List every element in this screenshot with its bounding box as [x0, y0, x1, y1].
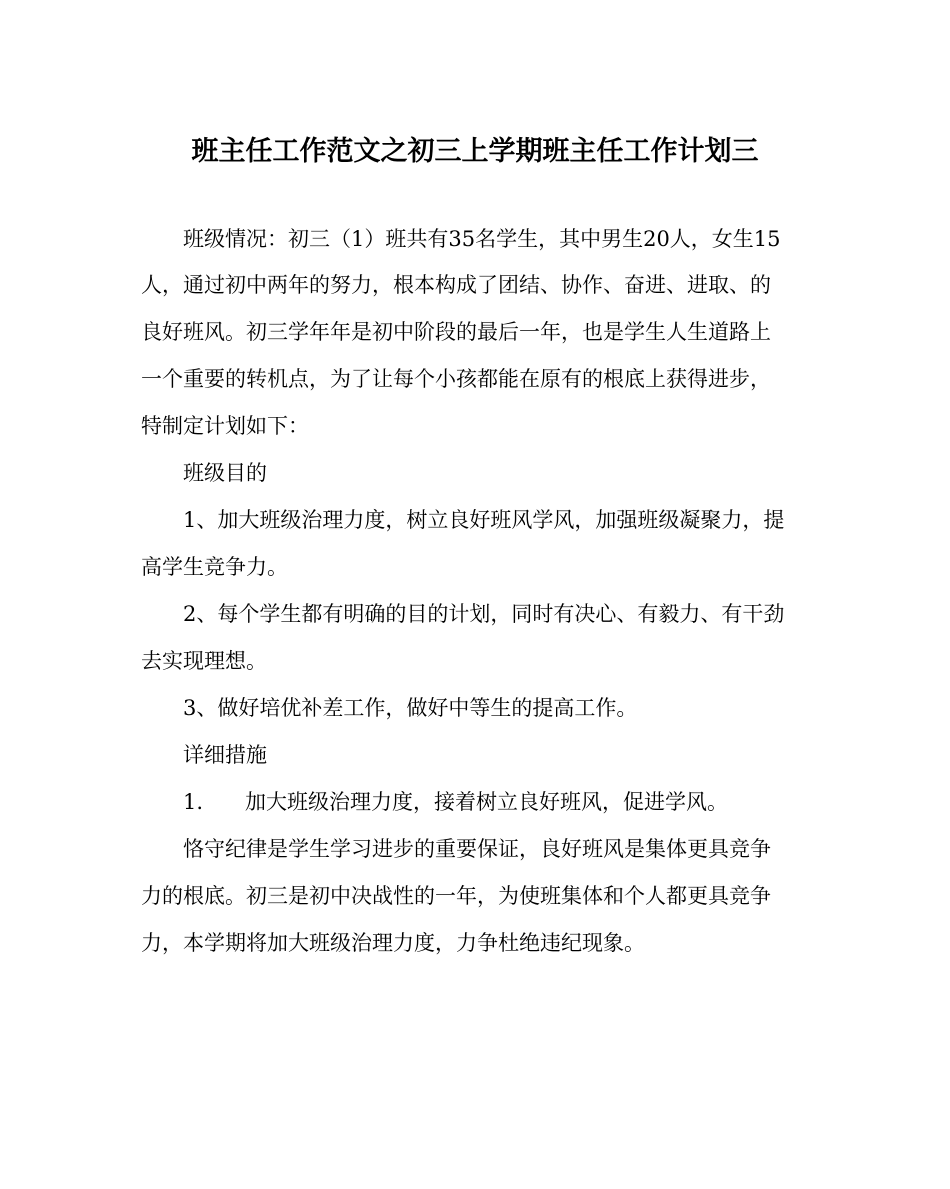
goal-1-line-1: 1、加大班级治理力度，树立良好班风学风，加强班级凝聚力，提: [183, 508, 785, 532]
measure-1-number: 1.: [183, 790, 204, 814]
paragraph-class-situation-line-1: 班级情况：初三（1）班共有35名学生，其中男生20人，女生15: [183, 227, 781, 251]
paragraph-class-situation-line-5: 特制定计划如下：: [141, 414, 309, 438]
goal-1-line-2: 高学生竞争力。: [141, 555, 288, 579]
measure-1-heading: [183, 787, 811, 817]
measure-1-body-line-1: 恪守纪律是学生学习进步的重要保证，良好班风是集体更具竞争: [183, 837, 771, 861]
goal-2-line-1: 2、每个学生都有明确的目的计划，同时有决心、有毅力、有干劲: [183, 602, 785, 626]
paragraph-class-situation-line-4: 一个重要的转机点，为了让每个小孩都能在原有的根底上获得进步，: [141, 367, 771, 391]
measure-1-body-line-3: 力，本学期将加大班级治理力度，力争杜绝违纪现象。: [141, 931, 645, 955]
section-heading-class-goals: 班级目的: [183, 461, 267, 485]
goal-2-line-2: 去实现理想。: [141, 649, 267, 673]
goal-3-line-1: 3、做好培优补差工作，做好中等生的提高工作。: [183, 696, 638, 720]
measure-1-body-line-2: 力的根底。初三是初中决战性的一年，为使班集体和个人都更具竞争: [141, 884, 771, 908]
document-title: 班主任工作范文之初三上学期班主任工作计划三: [191, 136, 759, 167]
measure-1-text: 加大班级治理力度，接着树立良好班风，促进学风。: [245, 790, 729, 814]
paragraph-class-situation-line-2: 人，通过初中两年的努力，根本构成了团结、协作、奋进、进取、的: [141, 273, 771, 297]
paragraph-class-situation-line-3: 良好班风。初三学年年是初中阶段的最后一年，也是学生人生道路上: [141, 320, 771, 344]
section-heading-measures: 详细措施: [183, 743, 267, 767]
